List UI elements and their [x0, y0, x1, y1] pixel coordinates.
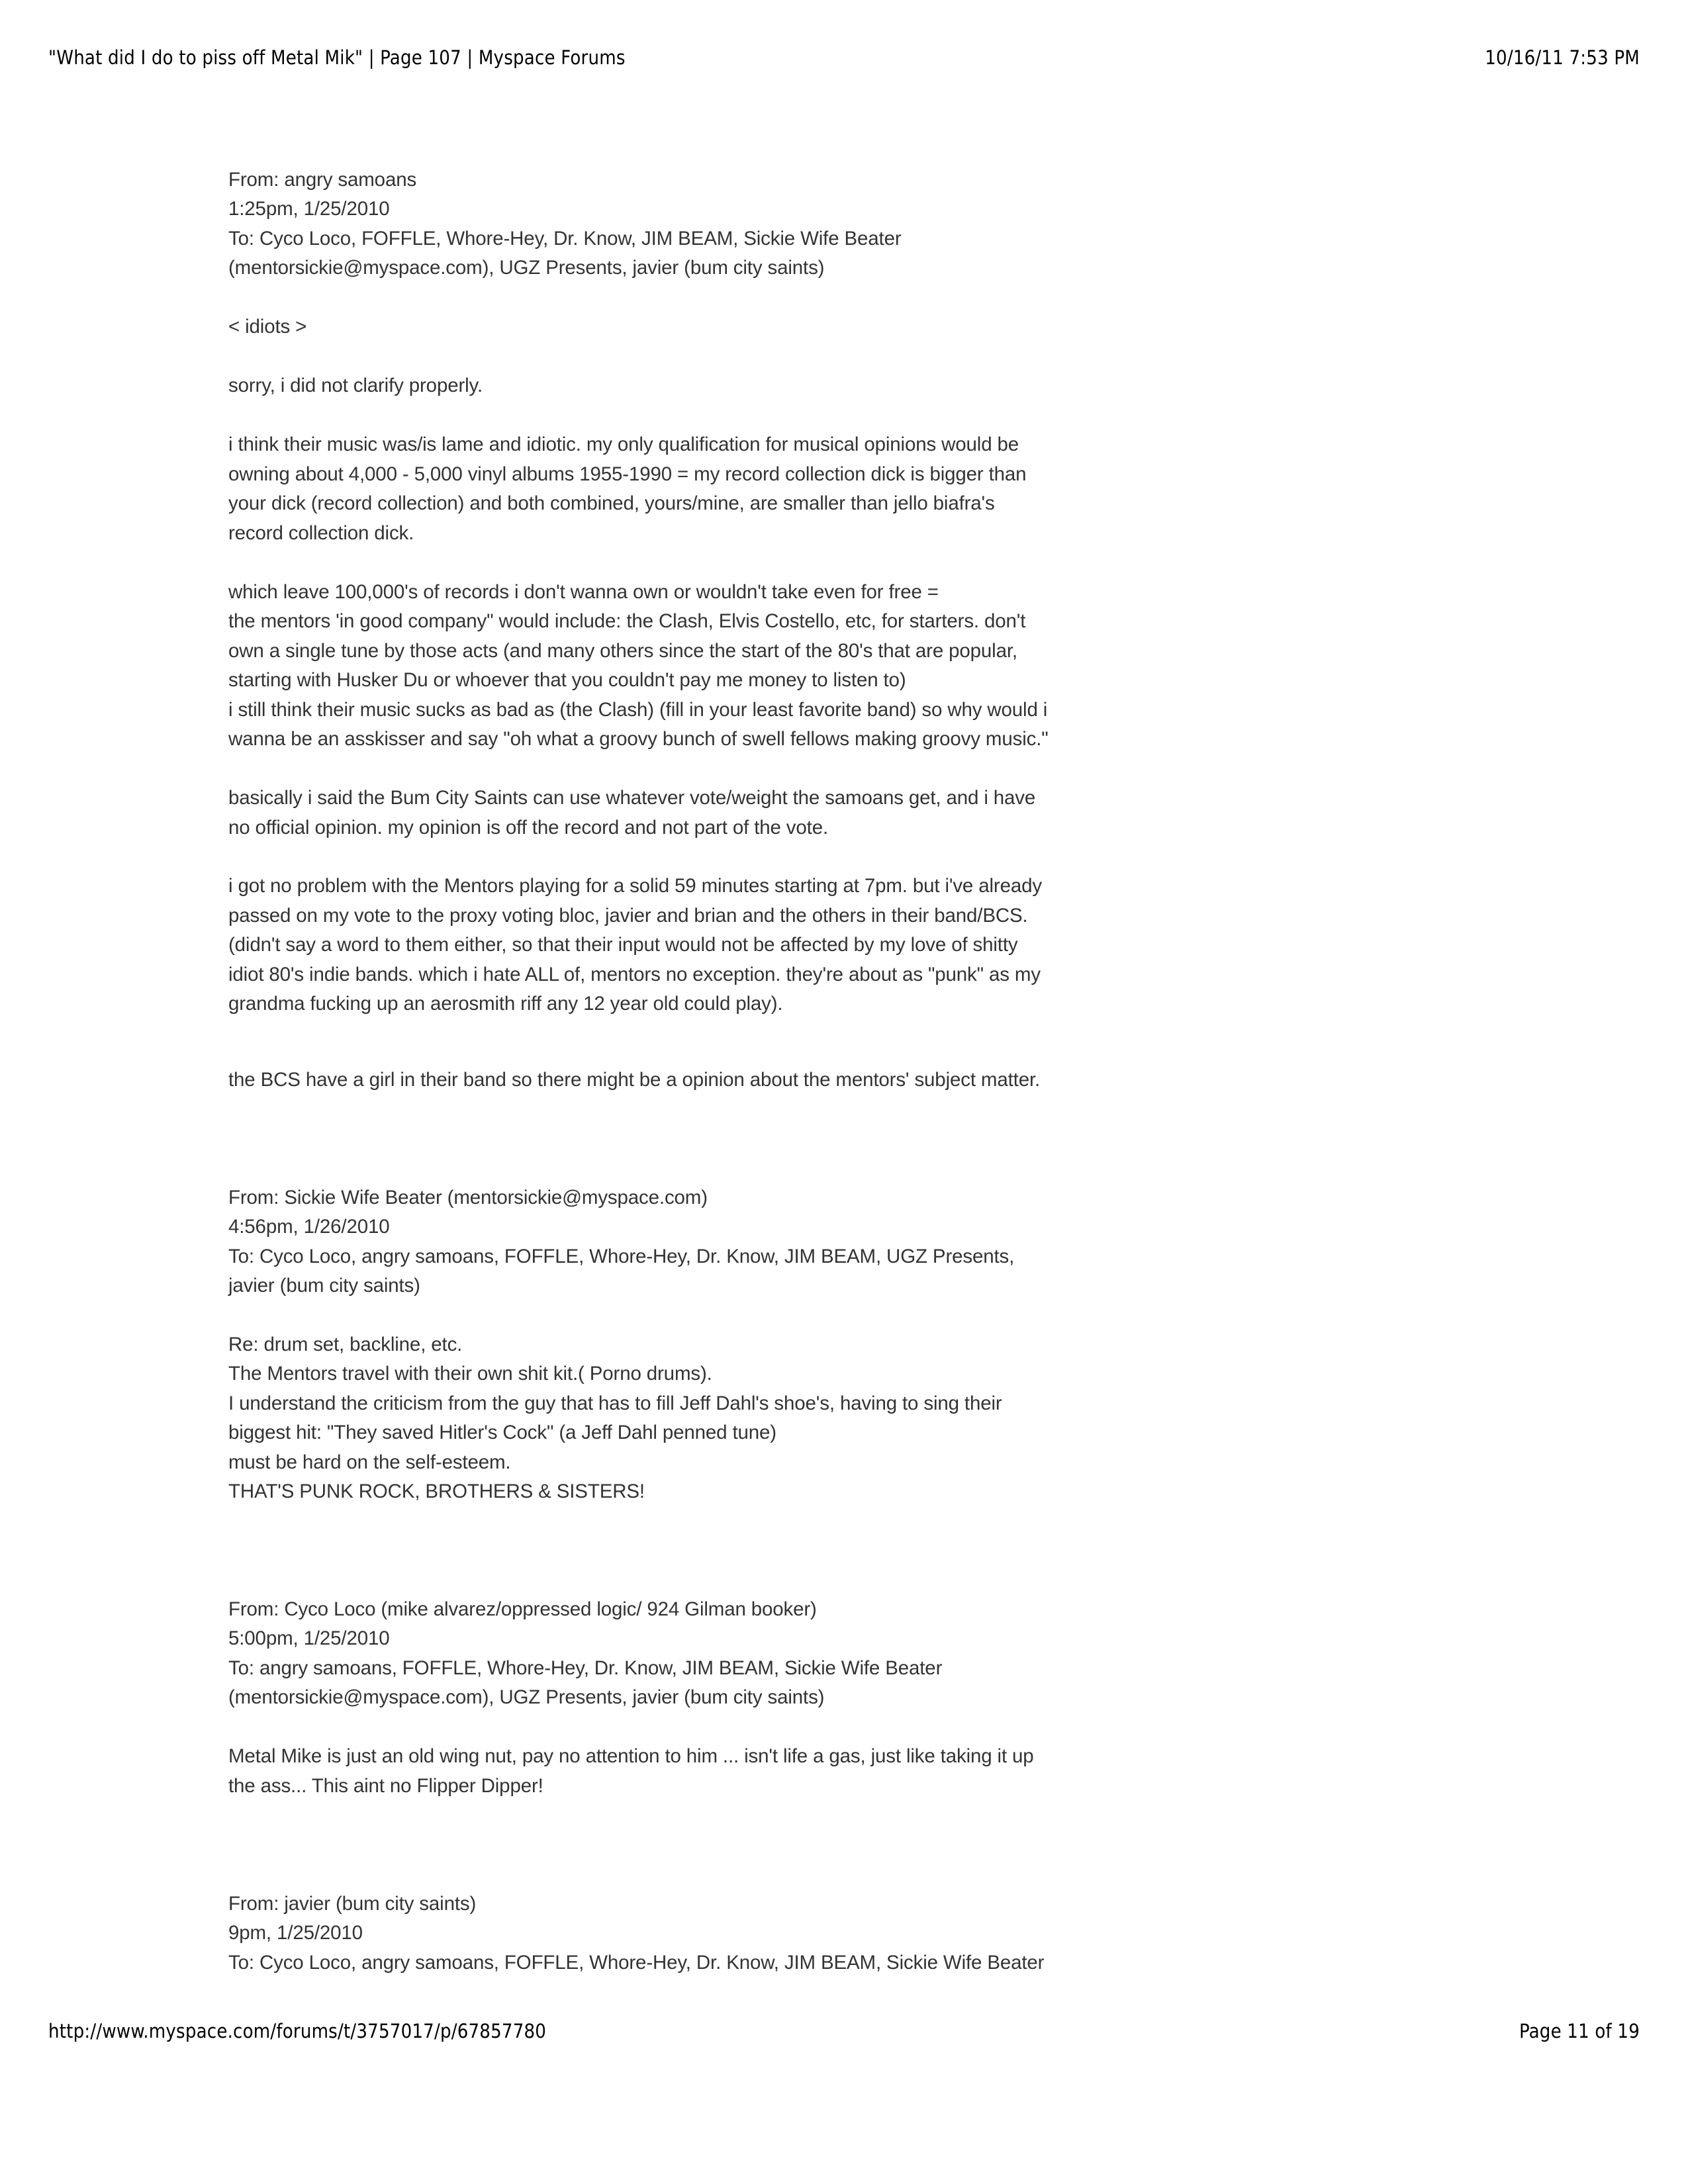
message-body-line: Metal Mike is just an old wing nut, pay no attention to him ... isn't life a gas, just like taking it up: [228, 1745, 1034, 1767]
message-body-line: basically i said the Bum City Saints can use whatever vote/weight the samoans get, and i have: [228, 787, 1036, 809]
message-body-line: own a single tune by those acts (and many others since the start of the 80's that are popular,: [228, 640, 1017, 662]
message-body-line: starting with Husker Du or whoever that you couldn't pay me money to listen to): [228, 669, 906, 691]
message-body-line: the mentors 'in good company" would include: the Clash, Elvis Costello, etc, for starters. don't: [228, 610, 1026, 632]
message-body-line: grandma fucking up an aerosmith riff any 12 year old could play).: [228, 993, 783, 1015]
message-to: javier (bum city saints): [228, 1275, 420, 1297]
message-body-line: < idiots >: [228, 316, 307, 338]
message-body-line: owning about 4,000 - 5,000 vinyl albums 1955-1990 = my record collection dick is bigger than: [228, 463, 1027, 485]
message-from: From: angry samoans: [228, 169, 417, 191]
message-body-line: i got no problem with the Mentors playing for a solid 59 minutes starting at 7pm. but i've already: [228, 875, 1042, 897]
page-footer-page-indicator: Page 11 of 19: [1519, 2020, 1640, 2042]
message-body-line: your dick (record collection) and both combined, yours/mine, are smaller than jello biafra's: [228, 492, 995, 514]
message-to: To: Cyco Loco, FOFFLE, Whore-Hey, Dr. Know, JIM BEAM, Sickie Wife Beater: [228, 228, 902, 250]
message-body-line: idiot 80's indie bands. which i hate ALL of, mentors no exception. they're about as "punk" as my: [228, 964, 1041, 985]
page-footer-url: http://www.myspace.com/forums/t/3757017/p/67857780: [48, 2020, 547, 2042]
message-time: 5:00pm, 1/25/2010: [228, 1627, 390, 1649]
message-to: (mentorsickie@myspace.com), UGZ Presents, javier (bum city saints): [228, 257, 825, 279]
message-from: From: Sickie Wife Beater (mentorsickie@myspace.com): [228, 1187, 708, 1208]
message-body-line: which leave 100,000's of records i don't wanna own or wouldn't take even for free =: [228, 581, 939, 603]
page-header-title: "What did I do to piss off Metal Mik" | Page 107 | Myspace Forums: [48, 46, 626, 69]
message-body-line: sorry, i did not clarify properly.: [228, 375, 483, 396]
message-body-line: i still think their music sucks as bad as (the Clash) (fill in your least favorite band) so why would i: [228, 699, 1048, 721]
message-body-line: i think their music was/is lame and idiotic. my only qualification for musical opinions would be: [228, 433, 1019, 455]
message-to: (mentorsickie@myspace.com), UGZ Presents, javier (bum city saints): [228, 1686, 825, 1708]
message-body-line: no official opinion. my opinion is off the record and not part of the vote.: [228, 817, 829, 839]
message-body-line: record collection dick.: [228, 522, 414, 544]
message-body-line: passed on my vote to the proxy voting bloc, javier and brian and the others in their band/BCS.: [228, 905, 1028, 927]
message-body-line: the ass... This aint no Flipper Dipper!: [228, 1775, 543, 1797]
message-body-line: the BCS have a girl in their band so there might be a opinion about the mentors' subject matter.: [228, 1069, 1041, 1091]
message-body-line: THAT'S PUNK ROCK, BROTHERS & SISTERS!: [228, 1480, 645, 1502]
message-body-line: biggest hit: "They saved Hitler's Cock" (a Jeff Dahl penned tune): [228, 1422, 776, 1443]
message-body-line: The Mentors travel with their own shit kit.( Porno drums).: [228, 1363, 712, 1385]
message-to: To: Cyco Loco, angry samoans, FOFFLE, Whore-Hey, Dr. Know, JIM BEAM, Sickie Wife Beater: [228, 1952, 1045, 1974]
message-time: 1:25pm, 1/25/2010: [228, 198, 390, 220]
message-to: To: angry samoans, FOFFLE, Whore-Hey, Dr. Know, JIM BEAM, Sickie Wife Beater: [228, 1657, 943, 1679]
message-time: 9pm, 1/25/2010: [228, 1922, 363, 1944]
message-from: From: javier (bum city saints): [228, 1893, 477, 1915]
message-body-line: (didn't say a word to them either, so that their input would not be affected by my love of shitty: [228, 934, 1018, 956]
message-to: To: Cyco Loco, angry samoans, FOFFLE, Whore-Hey, Dr. Know, JIM BEAM, UGZ Presents,: [228, 1246, 1015, 1267]
page-header-datetime: 10/16/11 7:53 PM: [1485, 46, 1640, 69]
message-body-line: must be hard on the self-esteem.: [228, 1451, 511, 1473]
message-body-line: Re: drum set, backline, etc.: [228, 1334, 463, 1355]
message-body-line: I understand the criticism from the guy that has to fill Jeff Dahl's shoe's, having to sing their: [228, 1392, 1002, 1414]
message-time: 4:56pm, 1/26/2010: [228, 1216, 390, 1238]
message-body-line: wanna be an asskisser and say "oh what a groovy bunch of swell fellows making groovy music.": [228, 728, 1049, 750]
message-from: From: Cyco Loco (mike alvarez/oppressed logic/ 924 Gilman booker): [228, 1598, 817, 1620]
